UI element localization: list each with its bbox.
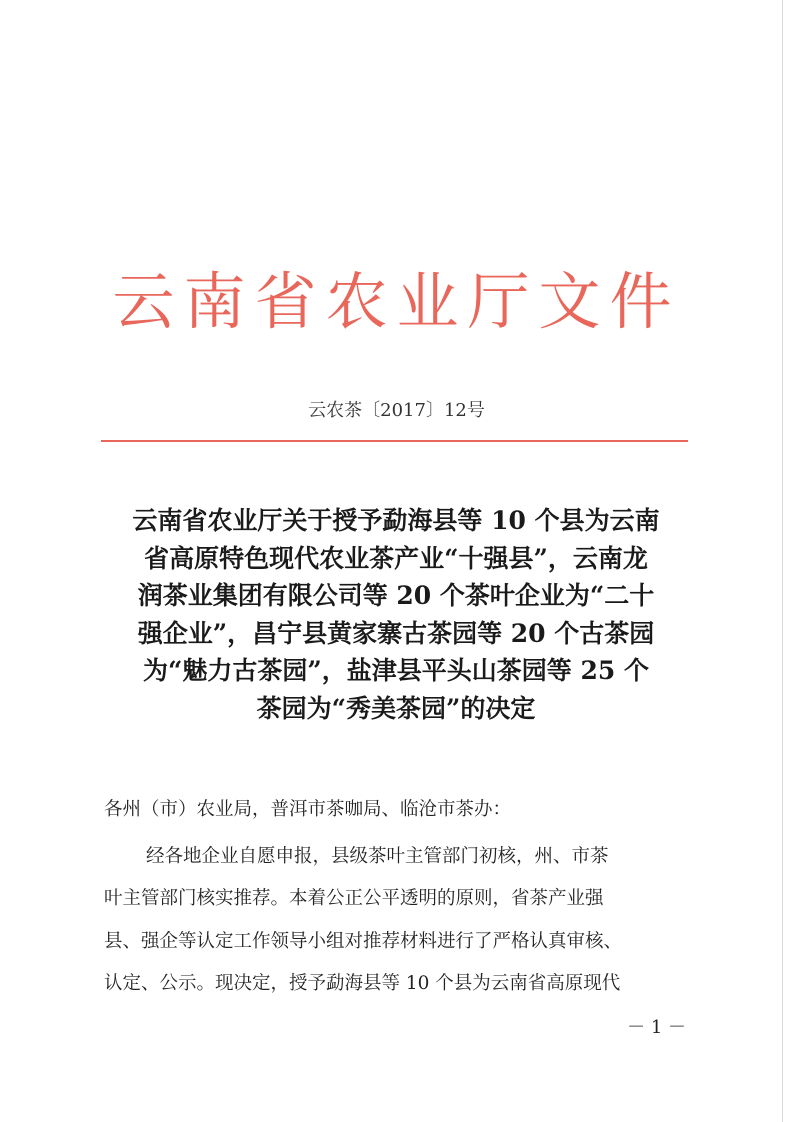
red-separator-line: [101, 440, 688, 442]
title-line: 为“魅力古茶园”，盐津县平头山茶园等 25 个: [143, 656, 649, 685]
body-line: 经各地企业自愿申报，县级茶叶主管部门初核，州、市茶: [146, 846, 609, 867]
page-number: － 1 －: [627, 1017, 686, 1038]
body-line: 县、强企等认定工作领导小组对推荐材料进行了严格认真审核、: [104, 930, 623, 952]
page-edge-line: [782, 0, 783, 1122]
addressee-line: 各州（市）农业局，普洱市茶咖局、临沧市茶办：: [104, 799, 512, 820]
title-line: 云南省农业厅关于授予勐海县等 10 个县为云南: [132, 506, 660, 535]
body-paragraph: [104, 836, 694, 1005]
body-line: 认定、公示。现决定，授予勐海县等 10 个县为云南省高原现代: [104, 972, 621, 994]
title-line: 润茶业集团有限公司等 20 个茶叶企业为“二十: [137, 581, 655, 610]
title-line: 强企业”，昌宁县黄家寨古茶园等 20 个古茶园: [137, 618, 655, 648]
document-number: 云农茶〔2017〕12号: [308, 400, 485, 421]
issuing-organization-header: 云南省农业厅文件: [112, 265, 681, 338]
title-line: 茶园为“秀美茶园”的决定: [256, 693, 536, 723]
title-line: 省高原特色现代农业茶产业“十强县”，云南龙: [144, 543, 648, 573]
body-line: 叶主管部门核实推荐。本着公正公平透明的原则，省茶产业强: [104, 888, 604, 910]
document-title: [100, 502, 692, 727]
